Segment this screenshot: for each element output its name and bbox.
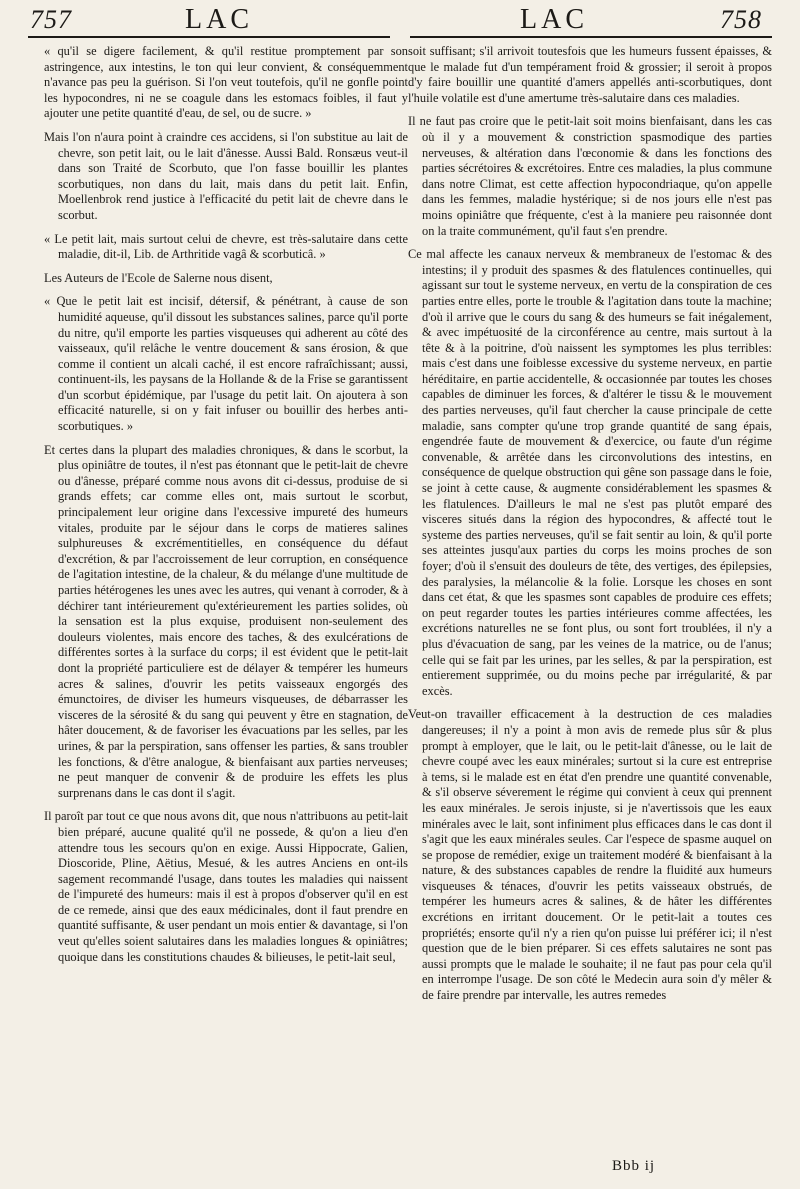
paragraph: « Le petit lait, mais surtout celui de chevre, est très-salutaire dans cette maladie, dit-il, Lib. de Arthritide vagâ & scorbuticâ. » xyxy=(44,231,408,262)
paragraph: Veut-on travailler efficacement à la destruction de ces maladies dangereuses; il n'y a point à mon avis de remede plus sûr & plus prompt à employer, que le lait, ou le petit-lait d'ânesse, ou le lait de chevre coupé avec les eaux minérales; surtout si la cure est entreprise à tems, si le malade est en état d'en prendre une quantité convenable, & s'il observe séverement le régime qui convient à ceux qui prennent les eaux minérales. Je serois injuste, si je n'avertissois que les eaux minérales avec le lait, sont infiniment plus efficaces dans le cas dont il s'agit que les eaux minérales seules. Car l'espece de spasme auquel on se propose de remédier, exige un traitement modéré & bienfaisant à la nature, & des substances capables de rendre la fluidité aux humeurs visqueuses & ténaces, d'ouvrir les petits vaisseaux obstrués, de tempérer les humeurs acres & salines, & de hâter les différentes excrétions en irritant doucement. Or le petit-lait a toutes ces propriétés; ensorte qu'il n'y a rien qu'on puisse lui préférer ici; il n'est question que de le bien préparer. Si ces effets salutaires ne sont pas aussi prompts que le malade le souhaite; il ne faut pas pour cela qu'il en interrompe l'usage. De son côté le Medecin aura soin d'y mêler & de faire prendre par intervalle, les autres remedes xyxy=(408,707,772,1003)
paragraph: Mais l'on n'aura point à craindre ces accidens, si l'on substitue au lait de chevre, son petit lait, ou le lait d'ânesse. Aussi Bald. Ronsæus veut-il dans son Traité de Scorbuto, que l'on fasse bouillir les plantes scorbutiques, non dans du lait, mais dans du petit lait. Enfin, Moellenbrok rend justice à l'efficacité du petit lait de chevre dans le scorbut. xyxy=(44,129,408,222)
page-number-right: 758 xyxy=(720,5,762,34)
page-number-left: 757 xyxy=(30,5,72,34)
signature-mark: Bbb ij xyxy=(612,1158,656,1174)
paragraph: « qu'il se digere facilement, & qu'il restitue promptement par son astringence, aux intestins, le ton qui leur convient, & conséquemment n'avance pas peu la guérison. Si l'on veut toutefois, qu'il ne gonfle point les hypocondres, ni ne se coagule dans les estomacs foibles, il faut y ajouter une petite quantité d'eau, de sel, ou de sucre. » xyxy=(44,44,408,121)
running-headword-right: LAC xyxy=(520,4,588,35)
left-column xyxy=(44,44,408,973)
paragraph: Et certes dans la plupart des maladies chroniques, & dans le scorbut, la plus opiniâtre de toutes, il n'est pas étonnant que le petit-lait de chevre ou d'ânesse, préparé comme nous avons dit ci-dessus, produise de si grands effets; car comme elles ont, mais surtout le scorbut, principalement leur origine dans l'excessive impureté des humeurs vitales, produite par le séjour dans le corps de matieres salines sulphureuses & excrémentitielles, en conséquence du défaut d'excrétion, & par l'accroissement de leur corruption, en conséquence de l'agitation intestine, de la chaleur, & du mélange d'une multitude de parties hétérogenes les unes avec les autres, qui venant à corroder, & à déchirer tant intérieurement qu'extérieurement les parties solides, où la sensation est la plus exquise, produisent non-seulement des douleurs violentes, mais encore des taches, & des exulcérations de différentes sortes à la surface du corps; il est évident que le petit-lait dont la propriété particuliere est de délayer & tempérer les humeurs acres & salines, d'ouvrir les petits vaisseaux engorgés des émunctoires, de diviser les humeurs visqueuses, de débarrasser les visceres de la sérosité & du sang qui peuvent y être en stagnation, de hâter doucement, & de favoriser les évacuations par les selles, par les urines, & par la perspiration, sans offenser les parties, & sans troubler les fonctions, & d'être analogue, & bienfaisant aux parties nerveuses; ne peut manquer de convenir & de produire les effets les plus surprenans dans le cas dont il s'agit. xyxy=(44,442,408,800)
running-headword-left: LAC xyxy=(185,4,253,35)
header-rule-right xyxy=(410,36,772,38)
paragraph: Ce mal affecte les canaux nerveux & membraneux de l'estomac & des intestins; il y produit des spasmes & des flatulences continuelles, qui agissant sur tout le systeme nerveux, en vertu de la conspiration de ces parties entre elles, porte le trouble & l'agitation dans toute la machine; d'où il arrive que le cours du sang & des humeurs se fait inégalement, & avec impétuosité de la circonférence au centre, mais surtout à la tête & à la poitrine, d'où naissent les symptomes les plus terribles: mais c'est dans une foiblesse excessive du systeme nerveux, en partie héréditaire, en partie accidentelle, & occasionnée par toutes les choses capables de diminuer les forces, & d'altérer le tissu & le mouvement des parties nerveuses, qu'il faut chercher la cause principale de cette maladie, sans compter qu'une trop grande quantité de sang épais, engendrée faute de mouvement & d'exercice, ou faute d'un régime convenable, & arrêtée dans les circonvolutions des intestins, en conséquence de quelque obstruction qui gêne son passage dans le foie, se joint à cette cause, & augmente considérablement les spasmes & les flatulences. D'ailleurs le mal ne s'est pas plutôt emparé des visceres situés dans la région des hypocondres, & affecté tout le systeme des parties nerveuses, qu'il se fait sentir au loin, & qu'il porte ses atteintes jusqu'aux parties du corps les moins proches de son foyer; d'où il s'ensuit des douleurs de tête, des vertiges, des épilepsies, des paralysies, la mélancolie & la folie. Lorsque les choses en sont dans cet état, & que les spasmes sont capables de produire ces effets; on peut regarder toutes les parties intérieures comme affectées, les excrétions naturelles ne se font plus, ou sont fort troublées, il n'y a plus d'évacuation de sang, par les veines de la matrice, ou de l'anus; celle qui se fait par les urines, par les selles, & par la perspiration, est entierement supprimée, ou du moins peche par irrégularité, & par excès. xyxy=(408,247,772,698)
header-rule-left xyxy=(28,36,390,38)
paragraph: Il paroît par tout ce que nous avons dit, que nous n'attribuons au petit-lait bien préparé, aucune qualité qu'il ne possede, & qu'on a lieu d'en attendre tous les secours qu'on en exige. Aussi Hippocrate, Galien, Dioscoride, Pline, Aëtius, Mesué, & les autres Anciens en ont-ils sagement recommandé l'usage, dans toutes les maladies qui naissent de l'impureté des humeurs: mais il est à propos d'observer qu'il en est de ce remede, ainsi que des eaux médicinales, dont il faut prendre en quantité suffisante, & user pendant un mois entier & davantage, si l'on veut qu'elles soient salutaires dans les maladies longues & opiniâtres; quoique dans les constitutions chaudes & bilieuses, le petit-lait seul, xyxy=(44,809,408,964)
paragraph: soit suffisant; s'il arrivoit toutesfois que les humeurs fussent épaisses, & que le malade fut d'un tempérament froid & grossier; il seroit à propos d'y faire bouillir une quantité d'amers appellés anti-scorbutiques, dont l'huile volatile est d'une amertume très-salutaire dans ces maladies. xyxy=(408,44,772,105)
paragraph: Il ne faut pas croire que le petit-lait soit moins bienfaisant, dans les cas où il y a mouvement & constriction spasmodique des parties nerveuses, & altération dans l'œconomie & dans les fonctions des parties sécrétoires & excrétoires. Entre ces maladies, la plus commune dans notre Climat, est cette affection hypocondriaque, qu'on appelle dans les femmes, maladie hystérique; si de nos jours elle n'est pas moins opiniâtre que fréquente, c'est à la maniere peu raisonnée dont on la traite communément, qu'il faut s'en prendre. xyxy=(408,114,772,238)
right-column xyxy=(408,44,772,1012)
paragraph: « Que le petit lait est incisif, détersif, & pénétrant, à cause de son humidité aqueuse, qu'il dissout les substances salines, parce qu'il porte du nitre, qu'il emporte les parties visqueuses qui adherent au côté des vaisseaux, qu'il relâche le ventre doucement & sans érosion, & que comme il contient un alcali caché, il est encore rafraîchissant; aussi, continuent-ils, les paysans de la Hollande & de la Frise se garantissent d'un scorbut épidémique, par l'usage du petit lait. On ajoutera à son efficacité naturelle, si on y fait infuser ou bouillir des herbes anti-scorbutiques. » xyxy=(44,294,408,434)
paragraph: Les Auteurs de l'Ecole de Salerne nous disent, xyxy=(44,270,273,285)
